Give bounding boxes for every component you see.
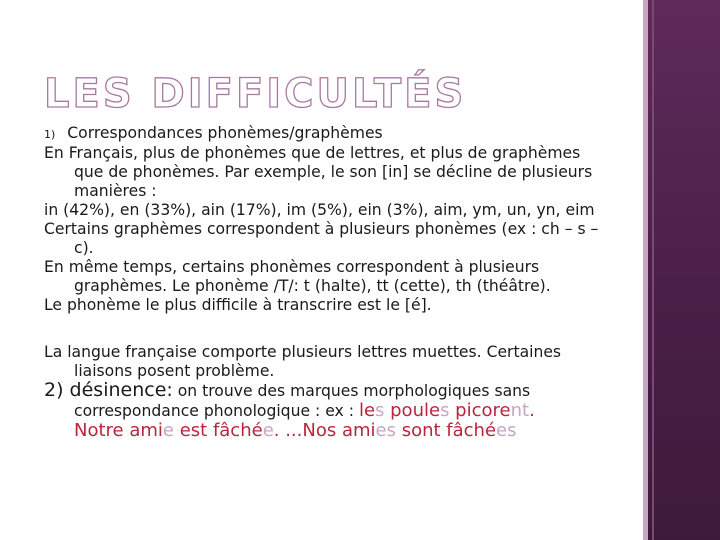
ex-part: Notre ami (74, 420, 163, 441)
ex-part: le (358, 400, 376, 421)
spacer (44, 315, 604, 343)
ex-part: est fâché (173, 420, 263, 441)
sidebar-stripe (643, 0, 648, 540)
slide-body (44, 124, 604, 441)
point-1-text: Correspondances phonèmes/graphèmes (67, 124, 383, 142)
point-2 (44, 381, 604, 441)
paragraph-in-spellings: in (42%), en (33%), ain (17%), im (5%), ein (3%), aim, ym, un, yn, eim (44, 201, 595, 219)
ex-silent: e (262, 420, 274, 441)
paragraph-phoneme-t: En même temps, certains phonèmes correspondent à plusieurs graphèmes. Le phonème /T/: t (halte), tt (cette), th (théâtre). (44, 258, 551, 295)
ex-part: poule (384, 400, 441, 421)
example-2 (74, 420, 516, 441)
point-2-lead: 2) désinence: (44, 379, 173, 401)
ex-silent: nt (510, 400, 530, 421)
paragraph-silent-letters: La langue française comporte plusieurs lettres muettes. Certaines liaisons posent problème. (44, 343, 562, 380)
ex-silent: e (162, 420, 174, 441)
ex-silent: s (375, 400, 385, 421)
point-1-number: 1) (44, 128, 56, 141)
point-1 (44, 124, 604, 144)
paragraph-phoneme-e: Le phonème le plus difficile à transcrire est le [é]. (44, 296, 432, 314)
ex-silent: es (375, 420, 396, 441)
ex-part: sont fâché (395, 420, 497, 441)
ex-silent: es (496, 420, 517, 441)
example-1 (359, 400, 535, 421)
ex-silent: s (440, 400, 450, 421)
slide-title: LES DIFFICULTÉS (44, 71, 467, 117)
paragraph-graphemes: Certains graphèmes correspondent à plusieurs phonèmes (ex : ch – s – c). (44, 220, 599, 257)
point-2-text: on trouve des marques morphologiques sans correspondance phonologique : ex : (74, 382, 531, 420)
decorative-sidebar (643, 0, 720, 540)
ex-part: . (529, 400, 535, 421)
ex-part: picore (449, 400, 511, 421)
paragraph-french-phonemes: En Français, plus de phonèmes que de lettres, et plus de graphèmes que de phonèmes. Par exemple, le son [in] se décline de plusieurs manières : (44, 144, 593, 200)
ex-part: . ...Nos ami (273, 420, 376, 441)
sidebar-stripe-inner (652, 0, 654, 540)
